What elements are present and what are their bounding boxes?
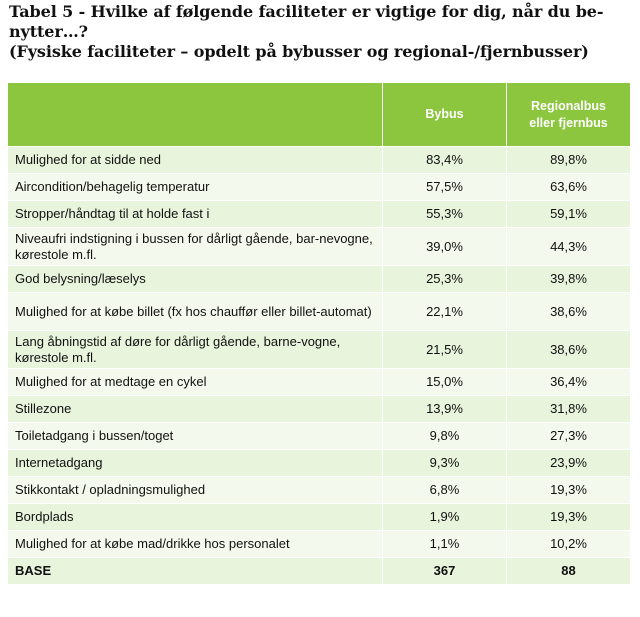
table-row [8, 293, 631, 331]
cell-regional: 36,4% [507, 369, 631, 396]
table-row [8, 201, 631, 228]
cell-bybus: 9,3% [383, 450, 507, 477]
cell-regional: 44,3% [507, 228, 631, 266]
row-label: God belysning/læselys [8, 266, 383, 293]
cell-regional: 31,8% [507, 396, 631, 423]
row-label: Mulighed for at sidde ned [8, 147, 383, 174]
cell-bybus: 6,8% [383, 477, 507, 504]
title-line-1: Tabel 5 - Hvilke af følgende faciliteter er vigtige for dig, når du be- [9, 2, 604, 21]
title-line-2: nytter…? [9, 22, 88, 41]
table-body [8, 147, 631, 585]
table-row [8, 450, 631, 477]
row-label: Lang åbningstid af døre for dårligt gående, barne-vogne, kørestole m.fl. [8, 331, 383, 369]
table-title [9, 2, 633, 62]
base-regional: 88 [507, 558, 631, 585]
cell-regional: 19,3% [507, 504, 631, 531]
row-label: Stikkontakt / opladningsmulighed [8, 477, 383, 504]
table-row [8, 266, 631, 293]
table-row [8, 331, 631, 369]
row-label: Stillezone [8, 396, 383, 423]
cell-regional: 63,6% [507, 174, 631, 201]
header-bybus: Bybus [383, 83, 507, 147]
facilities-table [7, 82, 631, 585]
row-label: Toiletadgang i bussen/toget [8, 423, 383, 450]
base-row [8, 558, 631, 585]
table-row [8, 369, 631, 396]
cell-regional: 10,2% [507, 531, 631, 558]
row-label: Mulighed for at købe billet (fx hos chauffør eller billet-automat) [8, 293, 383, 331]
cell-bybus: 39,0% [383, 228, 507, 266]
row-label: Stropper/håndtag til at holde fast i [8, 201, 383, 228]
table-row [8, 531, 631, 558]
cell-bybus: 25,3% [383, 266, 507, 293]
cell-bybus: 55,3% [383, 201, 507, 228]
header-regionalbus-label: Regionalbus eller fjernbus [529, 98, 608, 130]
table-row [8, 477, 631, 504]
cell-regional: 59,1% [507, 201, 631, 228]
table-row [8, 423, 631, 450]
cell-bybus: 57,5% [383, 174, 507, 201]
table-row [8, 147, 631, 174]
cell-regional: 89,8% [507, 147, 631, 174]
cell-bybus: 15,0% [383, 369, 507, 396]
cell-bybus: 1,9% [383, 504, 507, 531]
row-label: Niveaufri indstigning i bussen for dårligt gående, bar-nevogne, kørestole m.fl. [8, 228, 383, 266]
base-bybus: 367 [383, 558, 507, 585]
table-row [8, 396, 631, 423]
cell-bybus: 21,5% [383, 331, 507, 369]
header-facility [8, 83, 383, 147]
row-label: Bordplads [8, 504, 383, 531]
row-label: Mulighed for at købe mad/drikke hos personalet [8, 531, 383, 558]
row-label: Mulighed for at medtage en cykel [8, 369, 383, 396]
cell-bybus: 1,1% [383, 531, 507, 558]
title-line-3: (Fysiske faciliteter – opdelt på bybusser og regional-/fjernbusser) [9, 42, 589, 61]
header-row [8, 83, 631, 147]
row-label: Internetadgang [8, 450, 383, 477]
cell-regional: 27,3% [507, 423, 631, 450]
cell-bybus: 13,9% [383, 396, 507, 423]
table-row [8, 228, 631, 266]
cell-regional: 19,3% [507, 477, 631, 504]
cell-regional: 38,6% [507, 293, 631, 331]
table-row [8, 504, 631, 531]
cell-regional: 38,6% [507, 331, 631, 369]
table-row [8, 174, 631, 201]
row-label: Aircondition/behagelig temperatur [8, 174, 383, 201]
cell-bybus: 22,1% [383, 293, 507, 331]
cell-bybus: 83,4% [383, 147, 507, 174]
cell-regional: 39,8% [507, 266, 631, 293]
cell-bybus: 9,8% [383, 423, 507, 450]
cell-regional: 23,9% [507, 450, 631, 477]
header-regionalbus [507, 83, 631, 147]
base-label: BASE [8, 558, 383, 585]
